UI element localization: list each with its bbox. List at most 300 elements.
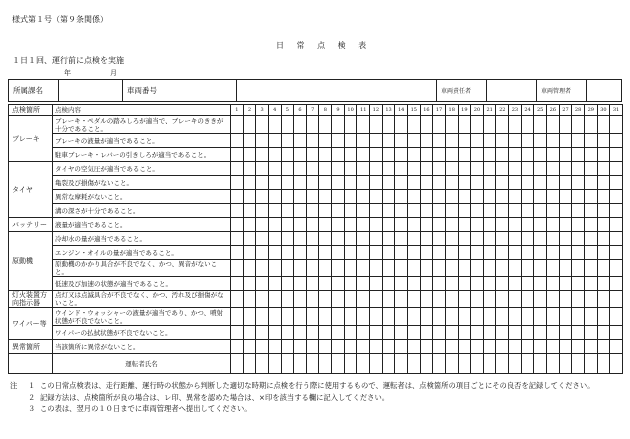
check-cell[interactable] xyxy=(256,148,269,162)
check-cell[interactable] xyxy=(243,190,256,204)
check-cell[interactable] xyxy=(597,340,610,354)
check-cell[interactable] xyxy=(332,291,345,308)
check-cell[interactable] xyxy=(420,162,433,176)
check-cell[interactable] xyxy=(306,148,319,162)
check-cell[interactable] xyxy=(610,190,623,204)
check-cell[interactable] xyxy=(420,148,433,162)
signature-cell[interactable] xyxy=(559,354,572,374)
check-cell[interactable] xyxy=(433,246,446,260)
check-cell[interactable] xyxy=(344,218,357,232)
check-cell[interactable] xyxy=(471,162,484,176)
check-cell[interactable] xyxy=(370,291,383,308)
check-cell[interactable] xyxy=(572,148,585,162)
check-cell[interactable] xyxy=(559,148,572,162)
check-cell[interactable] xyxy=(319,340,332,354)
check-cell[interactable] xyxy=(445,246,458,260)
check-cell[interactable] xyxy=(332,340,345,354)
check-cell[interactable] xyxy=(281,260,294,277)
check-cell[interactable] xyxy=(319,190,332,204)
check-cell[interactable] xyxy=(231,190,244,204)
check-cell[interactable] xyxy=(483,232,496,246)
check-cell[interactable] xyxy=(584,204,597,218)
signature-cell[interactable] xyxy=(407,354,420,374)
check-cell[interactable] xyxy=(610,246,623,260)
check-cell[interactable] xyxy=(559,260,572,277)
check-cell[interactable] xyxy=(471,134,484,148)
check-cell[interactable] xyxy=(483,190,496,204)
check-cell[interactable] xyxy=(572,260,585,277)
check-cell[interactable] xyxy=(547,116,560,134)
check-cell[interactable] xyxy=(281,148,294,162)
check-cell[interactable] xyxy=(281,190,294,204)
check-cell[interactable] xyxy=(382,134,395,148)
check-cell[interactable] xyxy=(584,326,597,340)
check-cell[interactable] xyxy=(445,190,458,204)
vehicle-number-field[interactable] xyxy=(237,80,437,101)
check-cell[interactable] xyxy=(572,134,585,148)
check-cell[interactable] xyxy=(319,204,332,218)
check-cell[interactable] xyxy=(344,116,357,134)
check-cell[interactable] xyxy=(268,260,281,277)
check-cell[interactable] xyxy=(420,204,433,218)
check-cell[interactable] xyxy=(610,291,623,308)
check-cell[interactable] xyxy=(281,340,294,354)
check-cell[interactable] xyxy=(357,162,370,176)
check-cell[interactable] xyxy=(471,148,484,162)
check-cell[interactable] xyxy=(231,204,244,218)
check-cell[interactable] xyxy=(610,162,623,176)
signature-cell[interactable] xyxy=(433,354,446,374)
check-cell[interactable] xyxy=(471,277,484,291)
check-cell[interactable] xyxy=(256,134,269,148)
check-cell[interactable] xyxy=(534,260,547,277)
check-cell[interactable] xyxy=(370,326,383,340)
check-cell[interactable] xyxy=(521,218,534,232)
check-cell[interactable] xyxy=(458,340,471,354)
check-cell[interactable] xyxy=(243,162,256,176)
check-cell[interactable] xyxy=(294,232,307,246)
check-cell[interactable] xyxy=(395,162,408,176)
check-cell[interactable] xyxy=(420,326,433,340)
check-cell[interactable] xyxy=(433,162,446,176)
check-cell[interactable] xyxy=(243,291,256,308)
check-cell[interactable] xyxy=(521,308,534,326)
check-cell[interactable] xyxy=(433,204,446,218)
check-cell[interactable] xyxy=(268,218,281,232)
check-cell[interactable] xyxy=(496,148,509,162)
check-cell[interactable] xyxy=(547,218,560,232)
check-cell[interactable] xyxy=(319,162,332,176)
check-cell[interactable] xyxy=(382,308,395,326)
check-cell[interactable] xyxy=(584,162,597,176)
check-cell[interactable] xyxy=(382,148,395,162)
check-cell[interactable] xyxy=(458,190,471,204)
check-cell[interactable] xyxy=(509,116,522,134)
check-cell[interactable] xyxy=(256,246,269,260)
check-cell[interactable] xyxy=(382,340,395,354)
signature-cell[interactable] xyxy=(584,354,597,374)
check-cell[interactable] xyxy=(382,218,395,232)
check-cell[interactable] xyxy=(547,340,560,354)
check-cell[interactable] xyxy=(509,277,522,291)
check-cell[interactable] xyxy=(407,340,420,354)
check-cell[interactable] xyxy=(610,232,623,246)
check-cell[interactable] xyxy=(445,116,458,134)
check-cell[interactable] xyxy=(243,326,256,340)
check-cell[interactable] xyxy=(559,162,572,176)
check-cell[interactable] xyxy=(243,148,256,162)
check-cell[interactable] xyxy=(256,190,269,204)
check-cell[interactable] xyxy=(256,260,269,277)
check-cell[interactable] xyxy=(407,308,420,326)
check-cell[interactable] xyxy=(433,260,446,277)
check-cell[interactable] xyxy=(357,246,370,260)
check-cell[interactable] xyxy=(496,218,509,232)
check-cell[interactable] xyxy=(483,308,496,326)
check-cell[interactable] xyxy=(395,116,408,134)
check-cell[interactable] xyxy=(458,134,471,148)
signature-cell[interactable] xyxy=(572,354,585,374)
check-cell[interactable] xyxy=(521,162,534,176)
check-cell[interactable] xyxy=(243,277,256,291)
check-cell[interactable] xyxy=(534,340,547,354)
check-cell[interactable] xyxy=(294,148,307,162)
check-cell[interactable] xyxy=(243,176,256,190)
check-cell[interactable] xyxy=(458,232,471,246)
check-cell[interactable] xyxy=(496,162,509,176)
check-cell[interactable] xyxy=(420,218,433,232)
check-cell[interactable] xyxy=(256,232,269,246)
check-cell[interactable] xyxy=(496,326,509,340)
signature-cell[interactable] xyxy=(357,354,370,374)
signature-cell[interactable] xyxy=(268,354,281,374)
check-cell[interactable] xyxy=(547,204,560,218)
check-cell[interactable] xyxy=(319,246,332,260)
signature-cell[interactable] xyxy=(306,354,319,374)
check-cell[interactable] xyxy=(407,162,420,176)
check-cell[interactable] xyxy=(445,277,458,291)
check-cell[interactable] xyxy=(572,190,585,204)
check-cell[interactable] xyxy=(584,176,597,190)
check-cell[interactable] xyxy=(534,162,547,176)
check-cell[interactable] xyxy=(420,116,433,134)
check-cell[interactable] xyxy=(572,232,585,246)
check-cell[interactable] xyxy=(395,291,408,308)
check-cell[interactable] xyxy=(407,148,420,162)
check-cell[interactable] xyxy=(521,277,534,291)
check-cell[interactable] xyxy=(471,190,484,204)
check-cell[interactable] xyxy=(559,291,572,308)
check-cell[interactable] xyxy=(281,116,294,134)
check-cell[interactable] xyxy=(407,116,420,134)
check-cell[interactable] xyxy=(483,134,496,148)
check-cell[interactable] xyxy=(344,340,357,354)
check-cell[interactable] xyxy=(496,190,509,204)
check-cell[interactable] xyxy=(420,291,433,308)
check-cell[interactable] xyxy=(382,260,395,277)
check-cell[interactable] xyxy=(584,260,597,277)
signature-cell[interactable] xyxy=(534,354,547,374)
check-cell[interactable] xyxy=(420,340,433,354)
check-cell[interactable] xyxy=(559,308,572,326)
check-cell[interactable] xyxy=(610,218,623,232)
check-cell[interactable] xyxy=(281,277,294,291)
check-cell[interactable] xyxy=(281,204,294,218)
check-cell[interactable] xyxy=(243,218,256,232)
check-cell[interactable] xyxy=(471,218,484,232)
check-cell[interactable] xyxy=(572,340,585,354)
check-cell[interactable] xyxy=(458,176,471,190)
signature-cell[interactable] xyxy=(256,354,269,374)
check-cell[interactable] xyxy=(547,134,560,148)
check-cell[interactable] xyxy=(407,232,420,246)
check-cell[interactable] xyxy=(509,260,522,277)
check-cell[interactable] xyxy=(509,326,522,340)
check-cell[interactable] xyxy=(370,190,383,204)
check-cell[interactable] xyxy=(231,291,244,308)
check-cell[interactable] xyxy=(319,232,332,246)
check-cell[interactable] xyxy=(395,190,408,204)
check-cell[interactable] xyxy=(458,326,471,340)
check-cell[interactable] xyxy=(559,190,572,204)
signature-cell[interactable] xyxy=(281,354,294,374)
check-cell[interactable] xyxy=(395,176,408,190)
check-cell[interactable] xyxy=(294,326,307,340)
check-cell[interactable] xyxy=(458,218,471,232)
check-cell[interactable] xyxy=(483,218,496,232)
check-cell[interactable] xyxy=(483,326,496,340)
check-cell[interactable] xyxy=(268,204,281,218)
check-cell[interactable] xyxy=(243,260,256,277)
check-cell[interactable] xyxy=(521,246,534,260)
check-cell[interactable] xyxy=(534,232,547,246)
check-cell[interactable] xyxy=(319,148,332,162)
check-cell[interactable] xyxy=(357,260,370,277)
check-cell[interactable] xyxy=(509,148,522,162)
check-cell[interactable] xyxy=(445,232,458,246)
check-cell[interactable] xyxy=(420,190,433,204)
check-cell[interactable] xyxy=(483,204,496,218)
signature-cell[interactable] xyxy=(243,354,256,374)
check-cell[interactable] xyxy=(471,232,484,246)
check-cell[interactable] xyxy=(584,277,597,291)
check-cell[interactable] xyxy=(420,134,433,148)
check-cell[interactable] xyxy=(281,291,294,308)
check-cell[interactable] xyxy=(496,291,509,308)
check-cell[interactable] xyxy=(483,148,496,162)
check-cell[interactable] xyxy=(572,176,585,190)
check-cell[interactable] xyxy=(294,116,307,134)
check-cell[interactable] xyxy=(597,246,610,260)
check-cell[interactable] xyxy=(559,204,572,218)
check-cell[interactable] xyxy=(572,218,585,232)
check-cell[interactable] xyxy=(231,176,244,190)
signature-cell[interactable] xyxy=(294,354,307,374)
signature-cell[interactable] xyxy=(547,354,560,374)
check-cell[interactable] xyxy=(433,308,446,326)
check-cell[interactable] xyxy=(584,190,597,204)
check-cell[interactable] xyxy=(357,340,370,354)
check-cell[interactable] xyxy=(281,162,294,176)
check-cell[interactable] xyxy=(534,277,547,291)
check-cell[interactable] xyxy=(521,116,534,134)
check-cell[interactable] xyxy=(395,204,408,218)
check-cell[interactable] xyxy=(597,162,610,176)
check-cell[interactable] xyxy=(357,190,370,204)
check-cell[interactable] xyxy=(268,232,281,246)
check-cell[interactable] xyxy=(597,176,610,190)
check-cell[interactable] xyxy=(306,340,319,354)
check-cell[interactable] xyxy=(420,260,433,277)
check-cell[interactable] xyxy=(483,176,496,190)
check-cell[interactable] xyxy=(534,134,547,148)
check-cell[interactable] xyxy=(547,148,560,162)
check-cell[interactable] xyxy=(344,232,357,246)
check-cell[interactable] xyxy=(610,116,623,134)
check-cell[interactable] xyxy=(344,291,357,308)
check-cell[interactable] xyxy=(319,134,332,148)
check-cell[interactable] xyxy=(357,134,370,148)
check-cell[interactable] xyxy=(306,291,319,308)
check-cell[interactable] xyxy=(231,277,244,291)
check-cell[interactable] xyxy=(357,308,370,326)
check-cell[interactable] xyxy=(332,277,345,291)
dept-field[interactable] xyxy=(59,80,123,101)
check-cell[interactable] xyxy=(433,116,446,134)
check-cell[interactable] xyxy=(231,218,244,232)
check-cell[interactable] xyxy=(509,308,522,326)
check-cell[interactable] xyxy=(559,246,572,260)
check-cell[interactable] xyxy=(471,326,484,340)
check-cell[interactable] xyxy=(610,134,623,148)
check-cell[interactable] xyxy=(306,204,319,218)
check-cell[interactable] xyxy=(294,291,307,308)
check-cell[interactable] xyxy=(306,116,319,134)
signature-cell[interactable] xyxy=(231,354,244,374)
signature-cell[interactable] xyxy=(597,354,610,374)
check-cell[interactable] xyxy=(256,218,269,232)
check-cell[interactable] xyxy=(294,176,307,190)
check-cell[interactable] xyxy=(445,162,458,176)
signature-cell[interactable] xyxy=(420,354,433,374)
check-cell[interactable] xyxy=(433,176,446,190)
check-cell[interactable] xyxy=(395,340,408,354)
vehicle-manager-stamp[interactable] xyxy=(487,80,537,101)
check-cell[interactable] xyxy=(445,326,458,340)
check-cell[interactable] xyxy=(268,277,281,291)
check-cell[interactable] xyxy=(445,176,458,190)
check-cell[interactable] xyxy=(483,116,496,134)
check-cell[interactable] xyxy=(294,134,307,148)
check-cell[interactable] xyxy=(610,340,623,354)
check-cell[interactable] xyxy=(572,116,585,134)
check-cell[interactable] xyxy=(534,308,547,326)
check-cell[interactable] xyxy=(319,308,332,326)
check-cell[interactable] xyxy=(370,232,383,246)
check-cell[interactable] xyxy=(597,148,610,162)
check-cell[interactable] xyxy=(256,162,269,176)
vehicle-admin-stamp[interactable] xyxy=(587,80,621,101)
check-cell[interactable] xyxy=(306,246,319,260)
check-cell[interactable] xyxy=(306,232,319,246)
check-cell[interactable] xyxy=(483,291,496,308)
check-cell[interactable] xyxy=(319,176,332,190)
check-cell[interactable] xyxy=(243,232,256,246)
check-cell[interactable] xyxy=(294,218,307,232)
check-cell[interactable] xyxy=(597,116,610,134)
check-cell[interactable] xyxy=(395,260,408,277)
check-cell[interactable] xyxy=(559,326,572,340)
check-cell[interactable] xyxy=(281,246,294,260)
check-cell[interactable] xyxy=(332,246,345,260)
check-cell[interactable] xyxy=(509,204,522,218)
check-cell[interactable] xyxy=(332,148,345,162)
check-cell[interactable] xyxy=(597,134,610,148)
check-cell[interactable] xyxy=(458,260,471,277)
check-cell[interactable] xyxy=(294,277,307,291)
check-cell[interactable] xyxy=(407,176,420,190)
check-cell[interactable] xyxy=(407,291,420,308)
check-cell[interactable] xyxy=(332,190,345,204)
check-cell[interactable] xyxy=(306,277,319,291)
check-cell[interactable] xyxy=(395,232,408,246)
check-cell[interactable] xyxy=(584,232,597,246)
check-cell[interactable] xyxy=(445,340,458,354)
check-cell[interactable] xyxy=(534,291,547,308)
check-cell[interactable] xyxy=(584,218,597,232)
check-cell[interactable] xyxy=(231,326,244,340)
check-cell[interactable] xyxy=(370,204,383,218)
check-cell[interactable] xyxy=(268,340,281,354)
check-cell[interactable] xyxy=(256,308,269,326)
check-cell[interactable] xyxy=(509,162,522,176)
check-cell[interactable] xyxy=(357,148,370,162)
check-cell[interactable] xyxy=(584,148,597,162)
check-cell[interactable] xyxy=(597,190,610,204)
check-cell[interactable] xyxy=(231,246,244,260)
check-cell[interactable] xyxy=(547,246,560,260)
signature-cell[interactable] xyxy=(483,354,496,374)
check-cell[interactable] xyxy=(572,162,585,176)
check-cell[interactable] xyxy=(547,162,560,176)
check-cell[interactable] xyxy=(458,246,471,260)
check-cell[interactable] xyxy=(496,204,509,218)
check-cell[interactable] xyxy=(458,291,471,308)
check-cell[interactable] xyxy=(559,340,572,354)
check-cell[interactable] xyxy=(407,246,420,260)
check-cell[interactable] xyxy=(610,260,623,277)
check-cell[interactable] xyxy=(382,277,395,291)
check-cell[interactable] xyxy=(433,190,446,204)
check-cell[interactable] xyxy=(597,277,610,291)
signature-cell[interactable] xyxy=(370,354,383,374)
check-cell[interactable] xyxy=(306,176,319,190)
check-cell[interactable] xyxy=(395,218,408,232)
check-cell[interactable] xyxy=(521,190,534,204)
check-cell[interactable] xyxy=(496,232,509,246)
check-cell[interactable] xyxy=(547,260,560,277)
check-cell[interactable] xyxy=(407,260,420,277)
check-cell[interactable] xyxy=(319,260,332,277)
check-cell[interactable] xyxy=(420,246,433,260)
check-cell[interactable] xyxy=(256,116,269,134)
check-cell[interactable] xyxy=(306,260,319,277)
check-cell[interactable] xyxy=(496,277,509,291)
check-cell[interactable] xyxy=(319,326,332,340)
check-cell[interactable] xyxy=(243,204,256,218)
check-cell[interactable] xyxy=(534,204,547,218)
signature-cell[interactable] xyxy=(509,354,522,374)
